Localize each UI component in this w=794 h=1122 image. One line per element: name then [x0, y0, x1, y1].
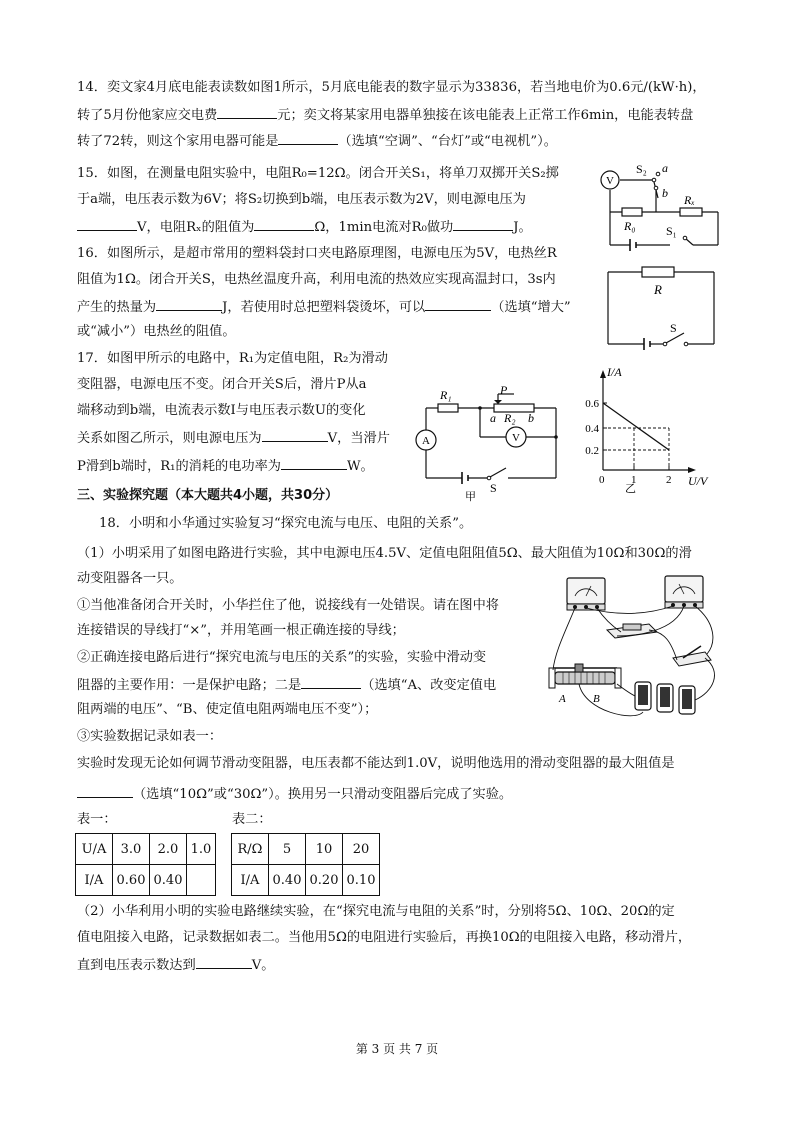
table-row — [232, 865, 380, 896]
q17-line4 — [77, 425, 390, 451]
q17-ammeter-label: A — [422, 435, 430, 447]
q17-s-label: S — [490, 481, 497, 495]
q16-line2: 阻值为1Ω。闭合开关S，电热丝温度升高，利用电流的热效应实现高温封口，3s内 — [77, 272, 556, 287]
q18-step4: 实验时发现无论如何调节滑动变阻器，电压表都不能达到1.0V，说明他选用的滑动变阻器的最大阻值是 — [77, 756, 675, 771]
table2-cell: 0.40 — [269, 865, 306, 896]
q15-terminal-b — [654, 186, 658, 190]
q14-line3-a: 转了72转，则这个家用电器可能是 — [77, 134, 279, 149]
q15-line1: 15．如图，在测量电阻实验中，电阻R₀=12Ω。闭合开关S₁，将单刀双掷开关S₂掷 — [77, 166, 559, 181]
q17-blank-power[interactable] — [281, 453, 347, 470]
table2-cell: I/A — [232, 865, 269, 896]
table1-title: 表一： — [77, 812, 117, 827]
q18-step3: ③实验数据记录如表一： — [77, 729, 223, 744]
q17-line4-a: 关系如图乙所示，则电源电压为 — [77, 431, 262, 446]
q16-blank-heat[interactable] — [156, 294, 222, 311]
q15-blank-voltage[interactable] — [77, 214, 137, 231]
table2-cell: 0.20 — [306, 865, 343, 896]
q17-line3: 端移动到b端，电流表示数I与电压表示数U的变化 — [77, 403, 366, 418]
q17-a-label: a — [490, 411, 496, 425]
q17-ytick-02: 0.2 — [585, 445, 599, 457]
q17-ytick-06: 0.6 — [585, 398, 599, 410]
q17-b-label: b — [528, 411, 534, 425]
q14-line2 — [77, 102, 693, 128]
table1-cell: 2.0 — [150, 834, 187, 865]
q16-line3-c: （选填“增大” — [491, 300, 571, 315]
table1-cell — [187, 865, 216, 896]
q17-line2: 变阻器，电源电压不变。闭合开关S后，滑片P从a — [77, 377, 367, 392]
q18-step5-text: （选填“10Ω”或“30Ω”）。换用另一只滑动变阻器后完成了实验。 — [133, 787, 513, 802]
q15-rx-label: Rₓ — [684, 193, 695, 207]
table-row — [76, 834, 216, 865]
q16-r-label: R — [654, 282, 662, 297]
q17-ytick-04: 0.4 — [585, 423, 599, 435]
q17-xtick-2: 2 — [666, 474, 672, 486]
q15-line3-b: Ω，1min电流对R₀做功 — [314, 220, 454, 235]
table1 — [75, 833, 216, 896]
q17-line5-a: P滑到b端时，R₁的消耗的电功率为 — [77, 459, 281, 474]
q16-line1: 16．如图所示，是超市常用的塑料袋封口夹电路原理图，电源电压为5V，电热丝R — [77, 246, 557, 261]
q17-xtick-1: 1 — [631, 474, 637, 486]
q16-line3-b: J，若使用时总把塑料袋烫坏，可以 — [222, 300, 426, 315]
q17-switch-pivot — [487, 476, 491, 480]
q18-step1-line2: 连接错误的导线打“×”，并用笔画一根正确连接的导线； — [77, 623, 405, 638]
ammeter-body — [567, 578, 605, 604]
q17-data-line — [603, 403, 669, 450]
q17-r2-label: R₂ — [504, 411, 516, 425]
switch-base — [673, 652, 711, 666]
q17-line1: 17．如图甲所示的电路中，R₁为定值电阻，R₂为滑动 — [77, 351, 388, 366]
q18-step1-line1: ①当他准备闭合开关时，小华拦住了他，说接线有一处错误。请在图中将 — [77, 598, 499, 613]
q14-line2-a: 转了5月份他家应交电费 — [77, 108, 218, 123]
q17-resistor-r1 — [438, 404, 458, 412]
q18-apparatus-diagram — [545, 572, 730, 722]
q15-terminal-a — [656, 172, 660, 176]
q17-line5 — [77, 453, 374, 479]
q15-resistor-r0 — [622, 208, 642, 216]
q18-step2-line1: ②正确连接电路后进行“探究电流与电压的关系”的实验，实验中滑动变 — [77, 650, 487, 665]
q15-blank-rx[interactable] — [254, 214, 314, 231]
q17-line5-b: W。 — [346, 459, 374, 474]
q18-blank-max-resistance[interactable] — [77, 781, 133, 798]
q18-step2-b: （选填“A、改变定值电 — [361, 678, 497, 693]
q17-r1-label: R₁ — [440, 388, 452, 402]
table2-cell: 20 — [343, 834, 380, 865]
battery-cells — [635, 682, 695, 714]
q16-blank-adjust[interactable] — [425, 294, 491, 311]
q15-line3-a: V，电阻Rₓ的阻值为 — [137, 220, 255, 235]
q17-xaxis-arrow — [688, 467, 696, 473]
table1-cell: 3.0 — [113, 834, 150, 865]
table1-cell: 0.40 — [150, 865, 187, 896]
q18-p2-a: 直到电压表示数达到 — [77, 958, 196, 973]
q15-b-label: b — [662, 186, 668, 200]
q18-blank-rheostat-role[interactable] — [301, 672, 361, 689]
q18-step5 — [77, 781, 512, 807]
q17-graph-yi — [585, 362, 730, 495]
q15-line3-c: J。 — [513, 220, 532, 235]
q17-xlabel: U/V — [688, 474, 708, 488]
q16-resistor-r — [642, 267, 674, 277]
q15-line2: 于a端，电压表示数为6V；将S₂切换到b端，电压表示数为2V，则电源电压为 — [77, 192, 526, 207]
q17-junction-right — [554, 435, 558, 439]
q17-yaxis-arrow — [600, 370, 606, 378]
q18-step2-line2 — [77, 672, 496, 698]
q17-circuit-jia — [410, 384, 570, 502]
rheostat-body — [555, 672, 615, 684]
section-3-heading: 三、实验探究题（本大题共4小题，共30分） — [77, 488, 339, 503]
q15-a-label: a — [662, 161, 668, 175]
q15-s1-label: S₁ — [666, 224, 677, 238]
q17-voltmeter-label: V — [512, 432, 520, 444]
q15-voltmeter-label: V — [606, 175, 614, 187]
q17-slider-arrow — [494, 400, 502, 404]
q15-s2-label: S₂ — [636, 162, 647, 176]
q16-line3 — [77, 294, 571, 320]
q18-p2-b: V。 — [251, 958, 275, 973]
q14-blank-fee[interactable] — [217, 102, 277, 119]
q14-line3-b: （选填“空调”、“台灯”或“电视机”）。 — [338, 134, 557, 149]
table-row — [232, 834, 380, 865]
q18-terminal-a-label: A — [559, 693, 566, 705]
q17-junction-left — [478, 406, 482, 410]
q17-blank-source-voltage[interactable] — [262, 425, 328, 442]
q14-line3 — [77, 128, 557, 154]
table1-cell: I/A — [76, 865, 113, 896]
table2 — [231, 833, 380, 896]
q17-ylabel: I/A — [607, 365, 622, 379]
q15-circuit-diagram — [590, 160, 730, 256]
q14-line2-b: 元；奕文将某家用电器单独接在该电能表上正常工作6min，电能表转盘 — [277, 108, 694, 123]
q15-r0-label: R₀ — [624, 219, 636, 233]
q17-jia-caption: 甲 — [465, 491, 476, 503]
q18-p2-line3 — [77, 952, 274, 978]
table-row — [76, 865, 216, 896]
table2-title: 表二： — [232, 812, 272, 827]
q15-resistor-rx — [680, 208, 702, 216]
q14-line1: 14．奕文家4月底电能表读数如图1所示，5月底电能表的数字显示为33836，若当地电价为0.6元/(kW·h)， — [77, 80, 706, 95]
q16-line3-a: 产生的热量为 — [77, 300, 157, 315]
q18-blank-target-voltage[interactable] — [196, 952, 252, 969]
table2-cell: 5 — [269, 834, 306, 865]
table1-cell: 0.60 — [113, 865, 150, 896]
q17-yi-caption: 乙 — [625, 483, 636, 495]
table1-cell: 1.0 — [187, 834, 216, 865]
q15-line3 — [77, 214, 532, 240]
table2-cell: 0.10 — [343, 865, 380, 896]
table2-cell: 10 — [306, 834, 343, 865]
q15-switch-s2-pivot — [652, 178, 656, 182]
q15-switch-s1-pivot — [683, 236, 687, 240]
q16-switch-pivot — [663, 342, 667, 346]
q18-p2-line2: 值电阻接入电路，记录数据如表二。当他用5Ω的电阻进行实验后，再换10Ω的电阻接入电路，移动滑片， — [77, 930, 692, 945]
q14-blank-appliance[interactable] — [278, 128, 338, 145]
q16-s-label: S — [670, 321, 677, 335]
q16-circuit-diagram — [600, 262, 725, 352]
q16-switch-contact — [684, 342, 688, 346]
q16-line4: 或“减小”）电热丝的阻值。 — [77, 324, 236, 339]
q18-step2-a: 阻器的主要作用：一是保护电路；二是 — [77, 678, 302, 693]
q18-intro: 18．小明和小华通过实验复习“探究电流与电压、电阻的关系”。 — [99, 516, 473, 531]
table2-cell: R/Ω — [232, 834, 269, 865]
q18-p1-line2: 动变阻器各一只。 — [77, 571, 183, 586]
q15-blank-work[interactable] — [453, 214, 513, 231]
q17-origin: 0 — [599, 474, 605, 486]
q18-p1-line1: （1）小明采用了如图电路进行实验，其中电源电压4.5V、定值电阻阻值5Ω、最大阻值为10Ω和30Ω的滑 — [77, 546, 692, 561]
q17-line4-b: V，当滑片 — [327, 431, 390, 446]
q17-p-label: P — [500, 383, 508, 397]
voltmeter-body — [665, 576, 703, 602]
q18-p2-line1: （2）小华利用小明的实验电路继续实验，在“探究电流与电阻的关系”时，分别将5Ω、10Ω、20Ω的定 — [77, 904, 675, 919]
q18-step2-line3: 阻两端的电压”、“B、使定值电阻两端电压不变”）； — [77, 702, 378, 717]
fixed-resistor-coil — [623, 624, 641, 630]
table1-cell: U/A — [76, 834, 113, 865]
q18-terminal-b-label: B — [593, 693, 600, 705]
page-footer: 第 3 页 共 7 页 — [355, 1042, 439, 1056]
